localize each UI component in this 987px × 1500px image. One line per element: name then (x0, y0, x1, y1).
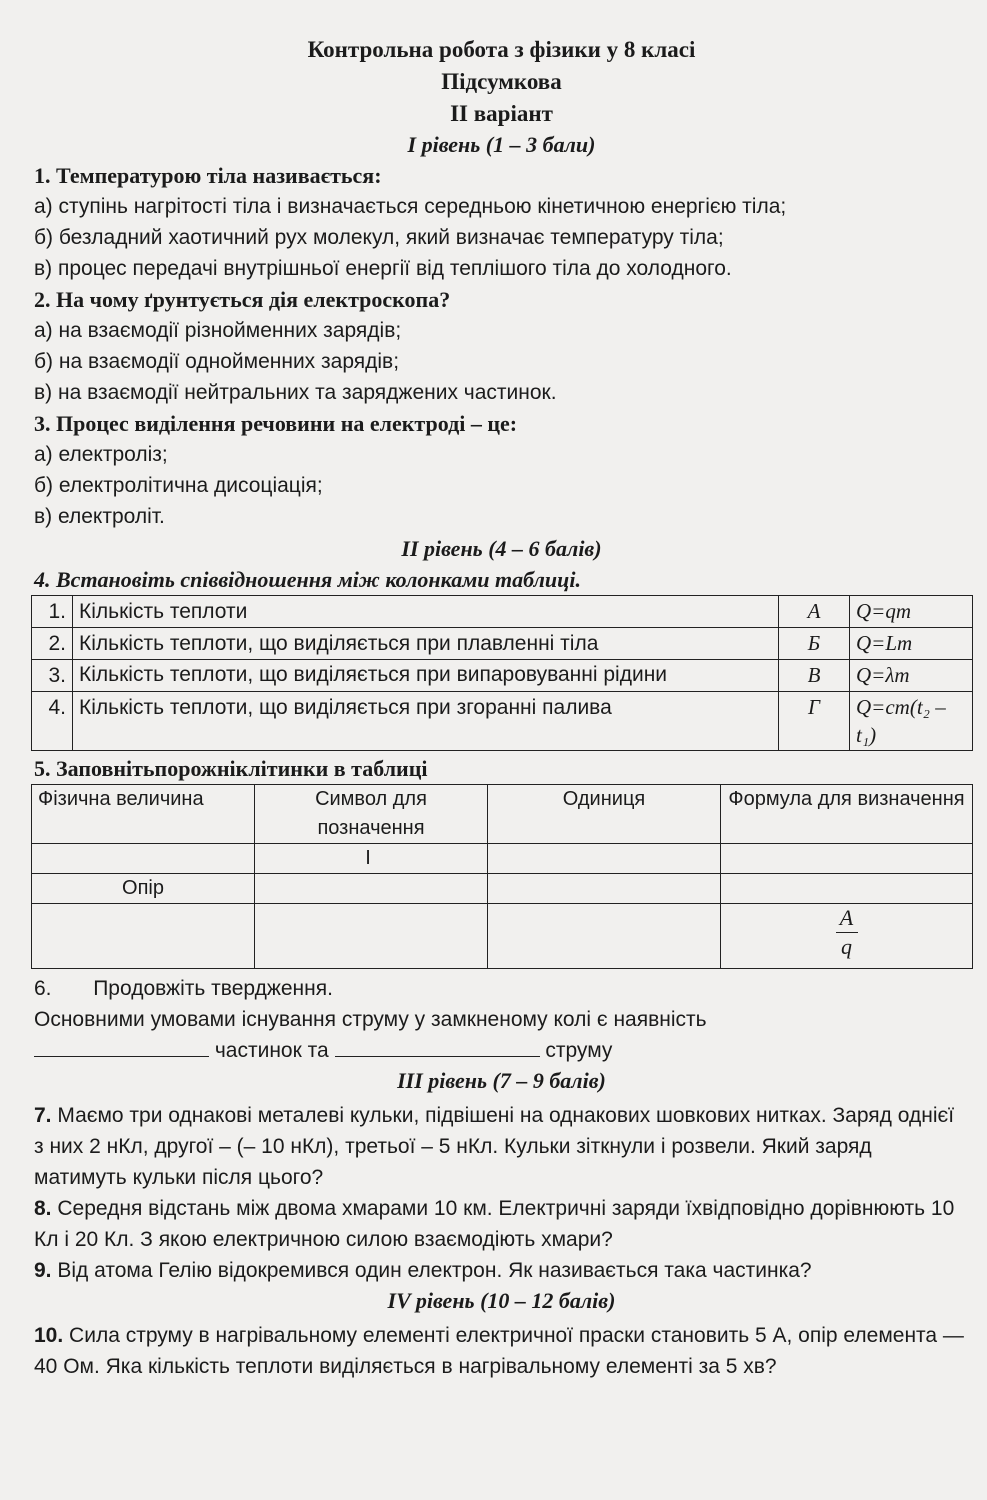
cell-empty[interactable] (32, 904, 255, 969)
question-8-text: Середня відстань між двома хмарами 10 км. Електричні заряди їхвідповідно дорівнюють 10 Кл і 20 Кл. З якою електричною силою взаємодіють хмари? (34, 1197, 955, 1251)
fraction (836, 904, 858, 961)
matching-table (31, 595, 973, 751)
level-2-heading: ІІ рівень (4 – 6 балів) (401, 536, 602, 561)
fill-in-table (31, 784, 973, 969)
row-letter: В (779, 660, 850, 692)
cell-empty[interactable] (721, 874, 973, 904)
row-formula: Q=λm (850, 660, 973, 692)
table-row (32, 692, 973, 751)
question-3-option-b: б) електролітична дисоціація; (34, 474, 323, 497)
question-9-text: Від атома Гелію відокремився один електрон. Як називається така частинка? (57, 1259, 812, 1282)
question-6-statement: Основними умовами існування струму у замкненому колі є наявність (34, 1008, 707, 1031)
page-subtitle: Підсумкова (441, 69, 562, 94)
question-6-mid: частинок та (214, 1039, 329, 1062)
question-5: 5. Заповнітьпорожніклітинки в таблиці (34, 756, 428, 781)
question-7-text: Маємо три однакові металеві кульки, підвішені на однакових шовкових нитках. Заряд однієї з них 2 нКл, другої – (– 10 нКл), третьої – 5 нКл. Кульки зіткнули і розвели. Який заряд матимуть кульки після цього? (34, 1104, 955, 1189)
cell-formula (721, 904, 973, 969)
question-1-option-c: в) процес передачі внутрішньої енергії від теплішого тіла до холодного. (34, 257, 732, 280)
table-row (32, 628, 973, 660)
cell-empty[interactable] (32, 844, 255, 874)
question-8-number: 8. (34, 1197, 52, 1220)
question-6-title: Продовжіть твердження. (93, 977, 333, 1000)
table-row (32, 596, 973, 628)
question-4: 4. Встановіть співвідношення між колонками таблиці. (34, 567, 581, 592)
question-10-text: Сила струму в нагрівальному елементі електричної праски становить 5 А, опір елемента — 40 Ом. Яка кількість теплоти виділяється в нагрівальному елементі за 5 хв? (34, 1324, 964, 1378)
header-symbol: Символ для позначення (255, 785, 488, 844)
answer-blank-2[interactable] (335, 1038, 540, 1057)
question-2-option-a: а) на взаємодії різнойменних зарядів; (34, 319, 402, 342)
cell-symbol: I (255, 844, 488, 874)
question-6-blanks (34, 1035, 969, 1066)
table-row (32, 660, 973, 692)
level-1-heading: І рівень (1 – 3 бали) (407, 132, 596, 157)
row-number: 2. (32, 628, 73, 660)
row-text: Кількість теплоти, що виділяється при згоранні палива (73, 692, 779, 751)
row-number: 4. (32, 692, 73, 751)
fraction-numerator: A (839, 905, 854, 930)
question-3-option-c: в) електроліт. (34, 505, 165, 528)
question-10 (34, 1320, 969, 1382)
row-number: 3. (32, 660, 73, 692)
header-quantity: Фізична величина (32, 785, 255, 844)
row-letter: А (779, 596, 850, 628)
question-1: 1. Температурою тіла називається: (34, 163, 382, 188)
question-6-end: струму (545, 1039, 613, 1062)
cell-empty[interactable] (255, 874, 488, 904)
question-10-number: 10. (34, 1324, 64, 1347)
level-4-heading: IV рівень (10 – 12 балів) (387, 1288, 616, 1313)
question-2-option-b: б) на взаємодії однойменних зарядів; (34, 350, 400, 373)
row-formula: Q=qm (850, 596, 973, 628)
header-formula: Формула для визначення (721, 785, 973, 844)
variant-label: ІІ варіант (450, 101, 553, 126)
row-number: 1. (32, 596, 73, 628)
table-header-row (32, 785, 973, 844)
question-2: 2. На чому ґрунтується дія електроскопа? (34, 287, 451, 312)
cell-resistance: Опір (32, 874, 255, 904)
cell-empty[interactable] (488, 904, 721, 969)
cell-empty[interactable] (721, 844, 973, 874)
question-1-option-a: а) ступінь нагрітості тіла і визначається середньою кінетичною енергією тіла; (34, 195, 787, 218)
question-6-number: 6. (34, 977, 52, 1000)
question-9-number: 9. (34, 1259, 52, 1282)
table-row (32, 874, 973, 904)
row-text: Кількість теплоти, що виділяється при випаровуванні рідини (73, 660, 779, 692)
fraction-denominator: q (841, 934, 852, 959)
question-6 (34, 973, 969, 1004)
question-8 (34, 1193, 969, 1255)
header-unit: Одиниця (488, 785, 721, 844)
page-title: Контрольна робота з фізики у 8 класі (307, 37, 696, 62)
question-2-option-c: в) на взаємодії нейтральних та заряджених частинок. (34, 381, 557, 404)
row-formula: Q=Lm (850, 628, 973, 660)
row-formula: Q=cm(t₂ – t₁) (850, 692, 973, 751)
cell-empty[interactable] (488, 874, 721, 904)
row-text: Кількість теплоти, що виділяється при плавленні тіла (73, 628, 779, 660)
question-3: 3. Процес виділення речовини на електроді – це: (34, 411, 518, 436)
question-7-number: 7. (34, 1104, 52, 1127)
level-3-heading: ІІІ рівень (7 – 9 балів) (397, 1068, 606, 1093)
question-3-option-a: а) електроліз; (34, 443, 168, 466)
table-row (32, 904, 973, 969)
worksheet (34, 30, 969, 1382)
row-letter: Г (779, 692, 850, 751)
row-letter: Б (779, 628, 850, 660)
question-7 (34, 1100, 969, 1193)
cell-empty[interactable] (255, 904, 488, 969)
question-9 (34, 1255, 969, 1286)
answer-blank-1[interactable] (34, 1038, 209, 1057)
row-text: Кількість теплоти (73, 596, 779, 628)
cell-empty[interactable] (488, 844, 721, 874)
question-1-option-b: б) безладний хаотичний рух молекул, який визначає температуру тіла; (34, 226, 724, 249)
table-row (32, 844, 973, 874)
